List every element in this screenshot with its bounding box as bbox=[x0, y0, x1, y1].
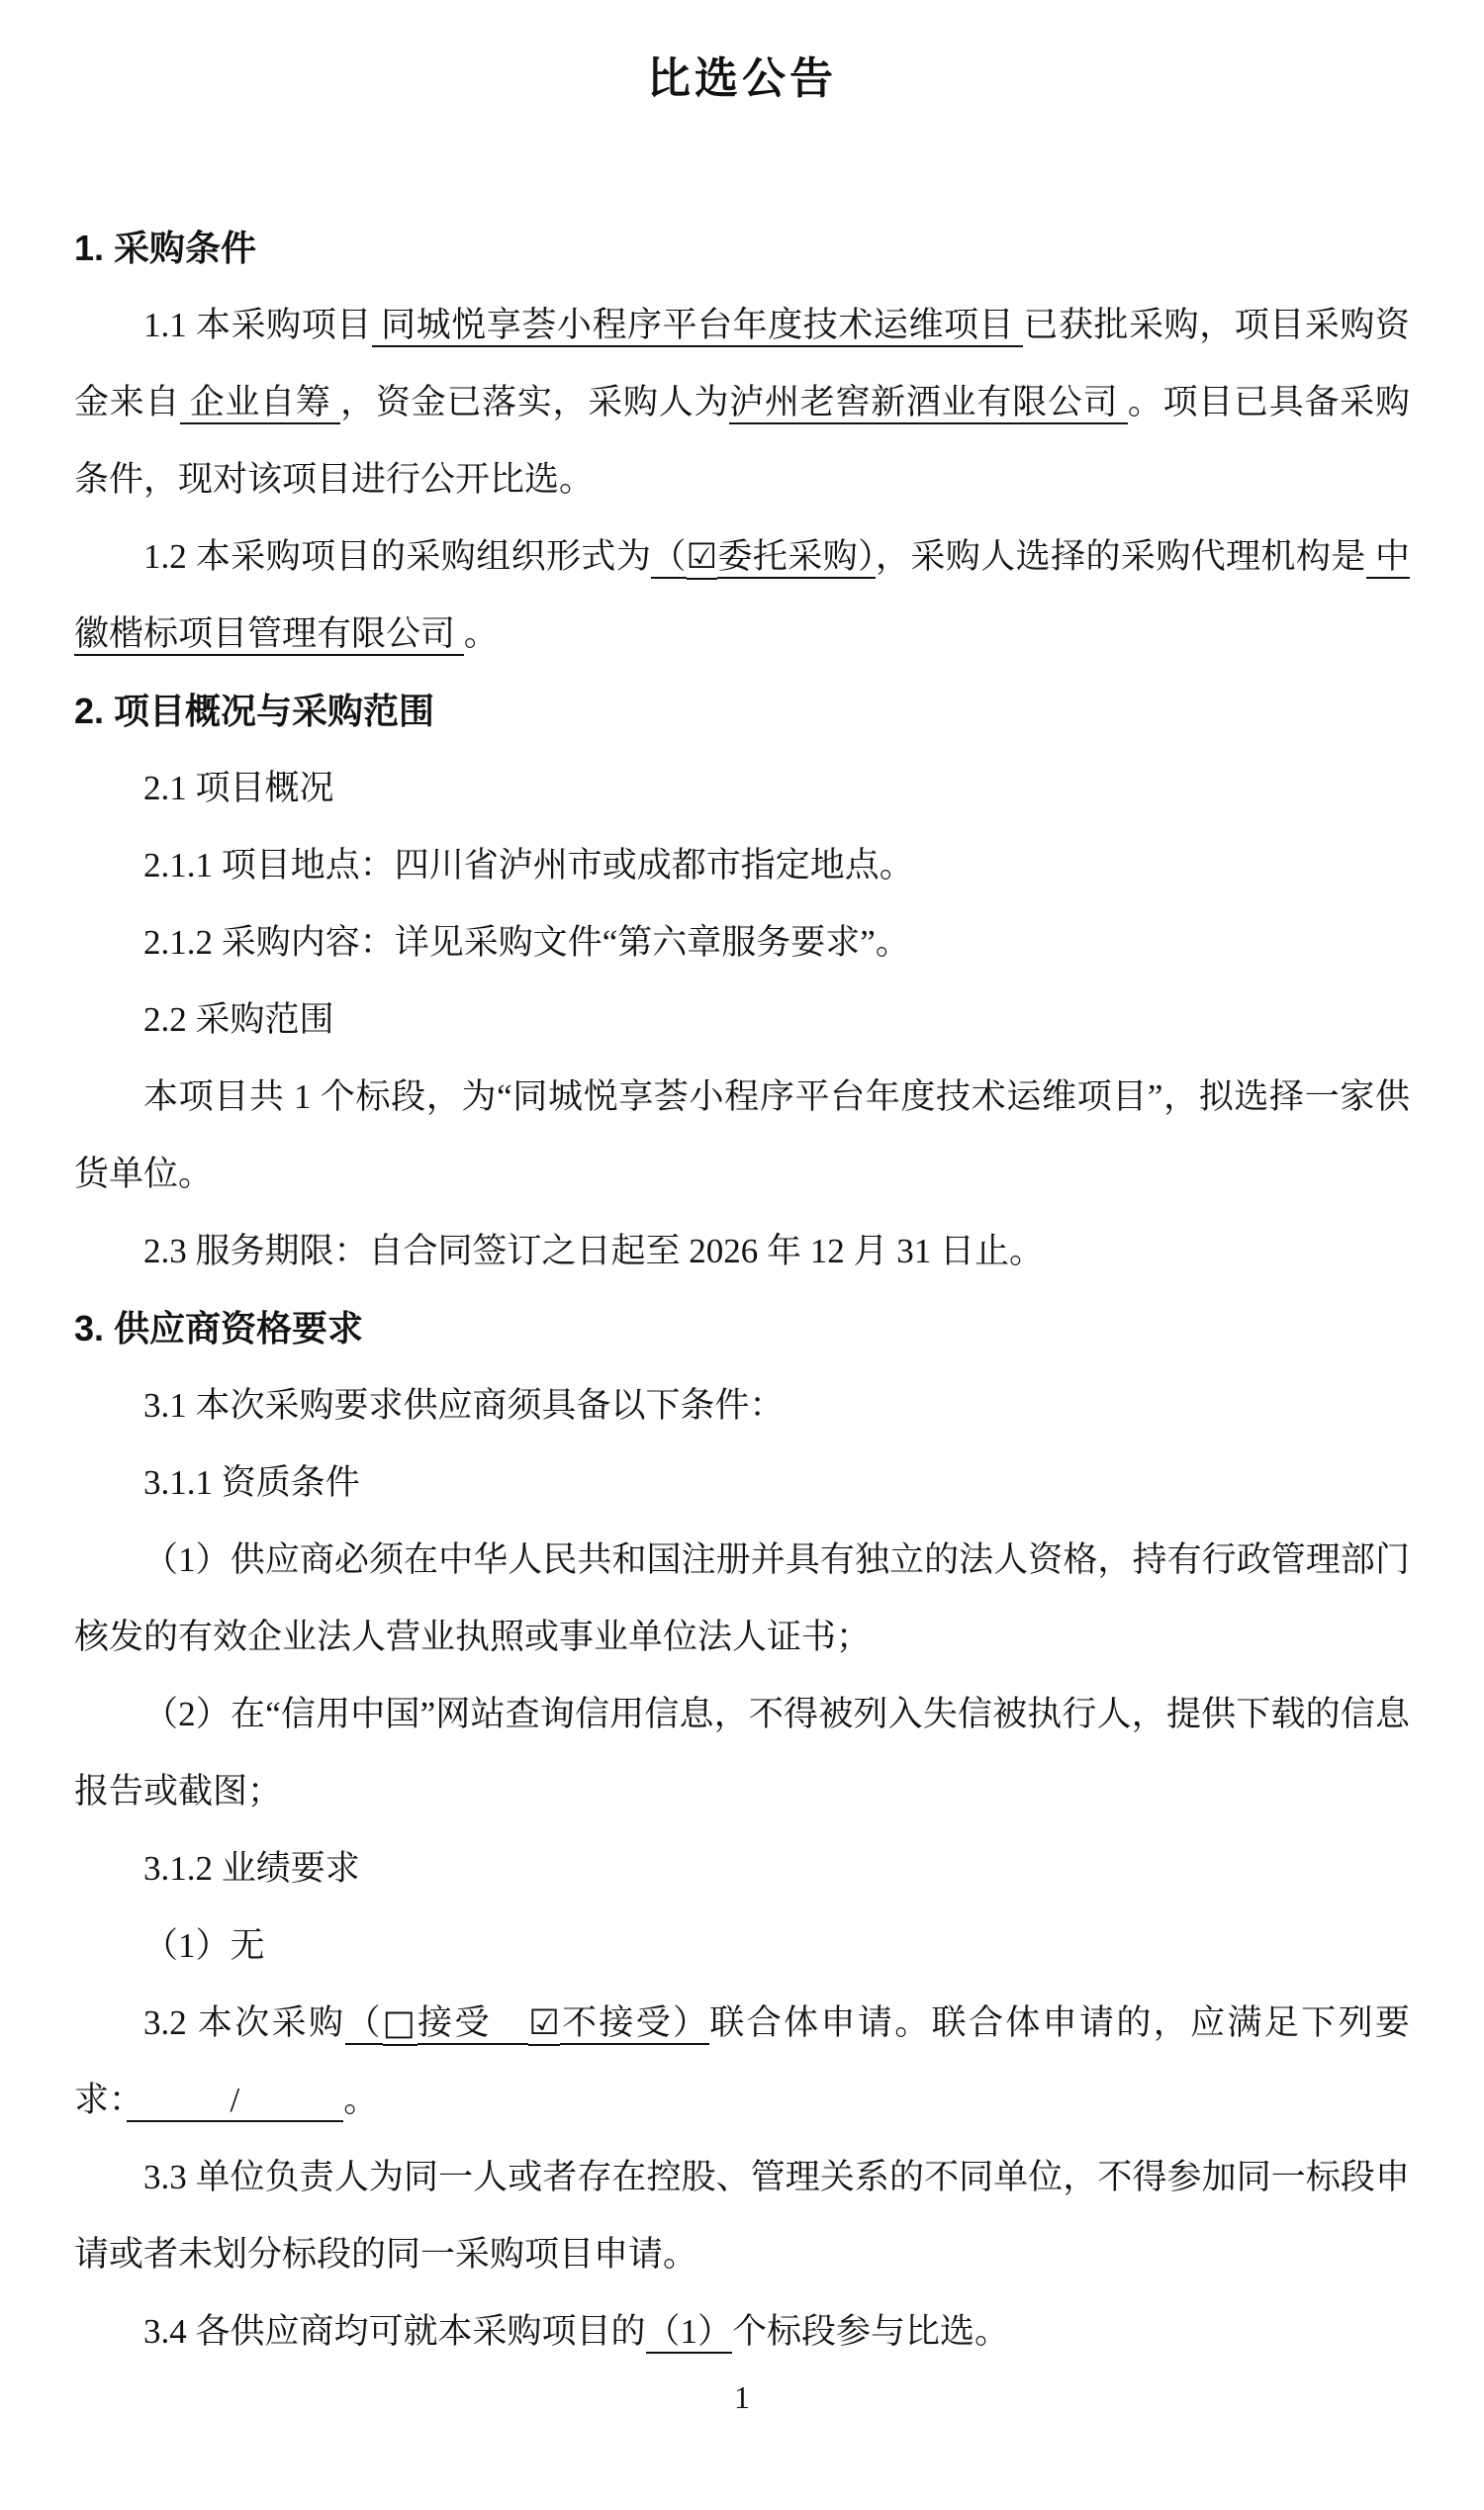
joint-bid-underline: 接受 bbox=[417, 2003, 528, 2045]
paragraph-text: ，资金已落实，采购人为 bbox=[340, 383, 730, 421]
page-number: 1 bbox=[734, 2379, 750, 2415]
org-form-underline: 委托采购） bbox=[717, 537, 876, 579]
checkbox-unchecked-icon: □ bbox=[383, 2003, 417, 2046]
checkbox-checked-icon: ☑ bbox=[687, 537, 717, 580]
agency-name-underline: 中徽楷标项目管理有限公司 bbox=[74, 537, 1410, 656]
paragraph-text: 。 bbox=[463, 614, 499, 653]
paragraph-3-2 bbox=[74, 1985, 1410, 2139]
paragraph-text: 。项目已具备采购条件，现对该项目进行公开比选。 bbox=[74, 383, 1410, 499]
fund-source-underline: 企业自筹 bbox=[180, 383, 340, 424]
paragraph-3-1-1-item-2: （2）在“信用中国”网站查询信用信息，不得被列入失信被执行人，提供下载的信息报告或截图； bbox=[74, 1695, 1410, 1811]
paragraph-3-3: 3.3 单位负责人为同一人或者存在控股、管理关系的不同单位，不得参加同一标段申请或者未划分标段的同一采购项目申请。 bbox=[74, 2158, 1410, 2274]
project-name-underline: 同城悦享荟小程序平台年度技术运维项目 bbox=[372, 306, 1024, 347]
paragraph-text: 3.4 各供应商均可就本采购项目的 bbox=[143, 2312, 646, 2351]
paragraph-2-1: 2.1 项目概况 bbox=[143, 769, 334, 807]
paragraph-text: 个标段参与比选。 bbox=[732, 2312, 1010, 2351]
paragraph-text: 1.1 本采购项目 bbox=[143, 306, 372, 344]
paragraph-text: 联合体申请。联合体申请的，应满足下列要求： bbox=[74, 2003, 1410, 2119]
paragraph-2-scope: 本项目共 1 个标段，为“同城悦享荟小程序平台年度技术运维项目”，拟选择一家供货单位。 bbox=[74, 1077, 1410, 1193]
paragraph-text: 1.2 本采购项目的采购组织形式为 bbox=[143, 537, 652, 576]
section-heading-1: 1. 采购条件 bbox=[74, 228, 257, 268]
paragraph-2-1-1: 2.1.1 项目地点：四川省泸州市或成都市指定地点。 bbox=[143, 846, 914, 884]
document-title: 比选公告 bbox=[647, 54, 837, 103]
section-heading-2: 2. 项目概况与采购范围 bbox=[74, 691, 435, 731]
joint-bid-underline: （ bbox=[345, 2003, 382, 2045]
org-form-underline: （ bbox=[651, 537, 686, 579]
paragraph-text: 。 bbox=[343, 2081, 379, 2119]
paragraph-3-1-2: 3.1.2 业绩要求 bbox=[143, 1849, 360, 1888]
paragraph-text: 已获批采购，项目采购资金来自 bbox=[74, 306, 1410, 421]
lot-count-underline: （1） bbox=[646, 2312, 733, 2354]
paragraph-2-1-2: 2.1.2 采购内容：详见采购文件“第六章服务要求”。 bbox=[143, 923, 910, 962]
paragraph-text: ，采购人选择的采购代理机构是 bbox=[876, 537, 1366, 576]
joint-bid-underline: 不接受） bbox=[560, 2003, 710, 2045]
document-page bbox=[74, 0, 1410, 2371]
section-heading-3: 3. 供应商资格要求 bbox=[74, 1308, 364, 1348]
paragraph-3-1-1: 3.1.1 资质条件 bbox=[143, 1463, 360, 1502]
joint-bid-requirements-blank: / bbox=[127, 2081, 344, 2122]
paragraph-3-1: 3.1 本次采购要求供应商须具备以下条件： bbox=[143, 1386, 785, 1425]
paragraph-text: 3.2 本次采购 bbox=[143, 2003, 346, 2042]
checkbox-checked-icon: ☑ bbox=[528, 2003, 559, 2046]
paragraph-2-2: 2.2 采购范围 bbox=[143, 1000, 334, 1039]
paragraph-2-3: 2.3 服务期限：自合同签订之日起至 2026 年 12 月 31 日止。 bbox=[143, 1232, 1045, 1270]
paragraph-1-2 bbox=[74, 518, 1410, 673]
paragraph-3-1-1-item-1: （1）供应商必须在中华人民共和国注册并具有独立的法人资格，持有行政管理部门核发的有效企业法人营业执照或事业单位法人证书； bbox=[74, 1540, 1410, 1656]
paragraph-3-4 bbox=[74, 2293, 1410, 2371]
paragraph-3-1-2-item-1: （1）无 bbox=[143, 1926, 265, 1965]
paragraph-1-1 bbox=[74, 287, 1410, 518]
purchaser-name-underline: 泸州老窖新酒业有限公司 bbox=[729, 383, 1128, 424]
